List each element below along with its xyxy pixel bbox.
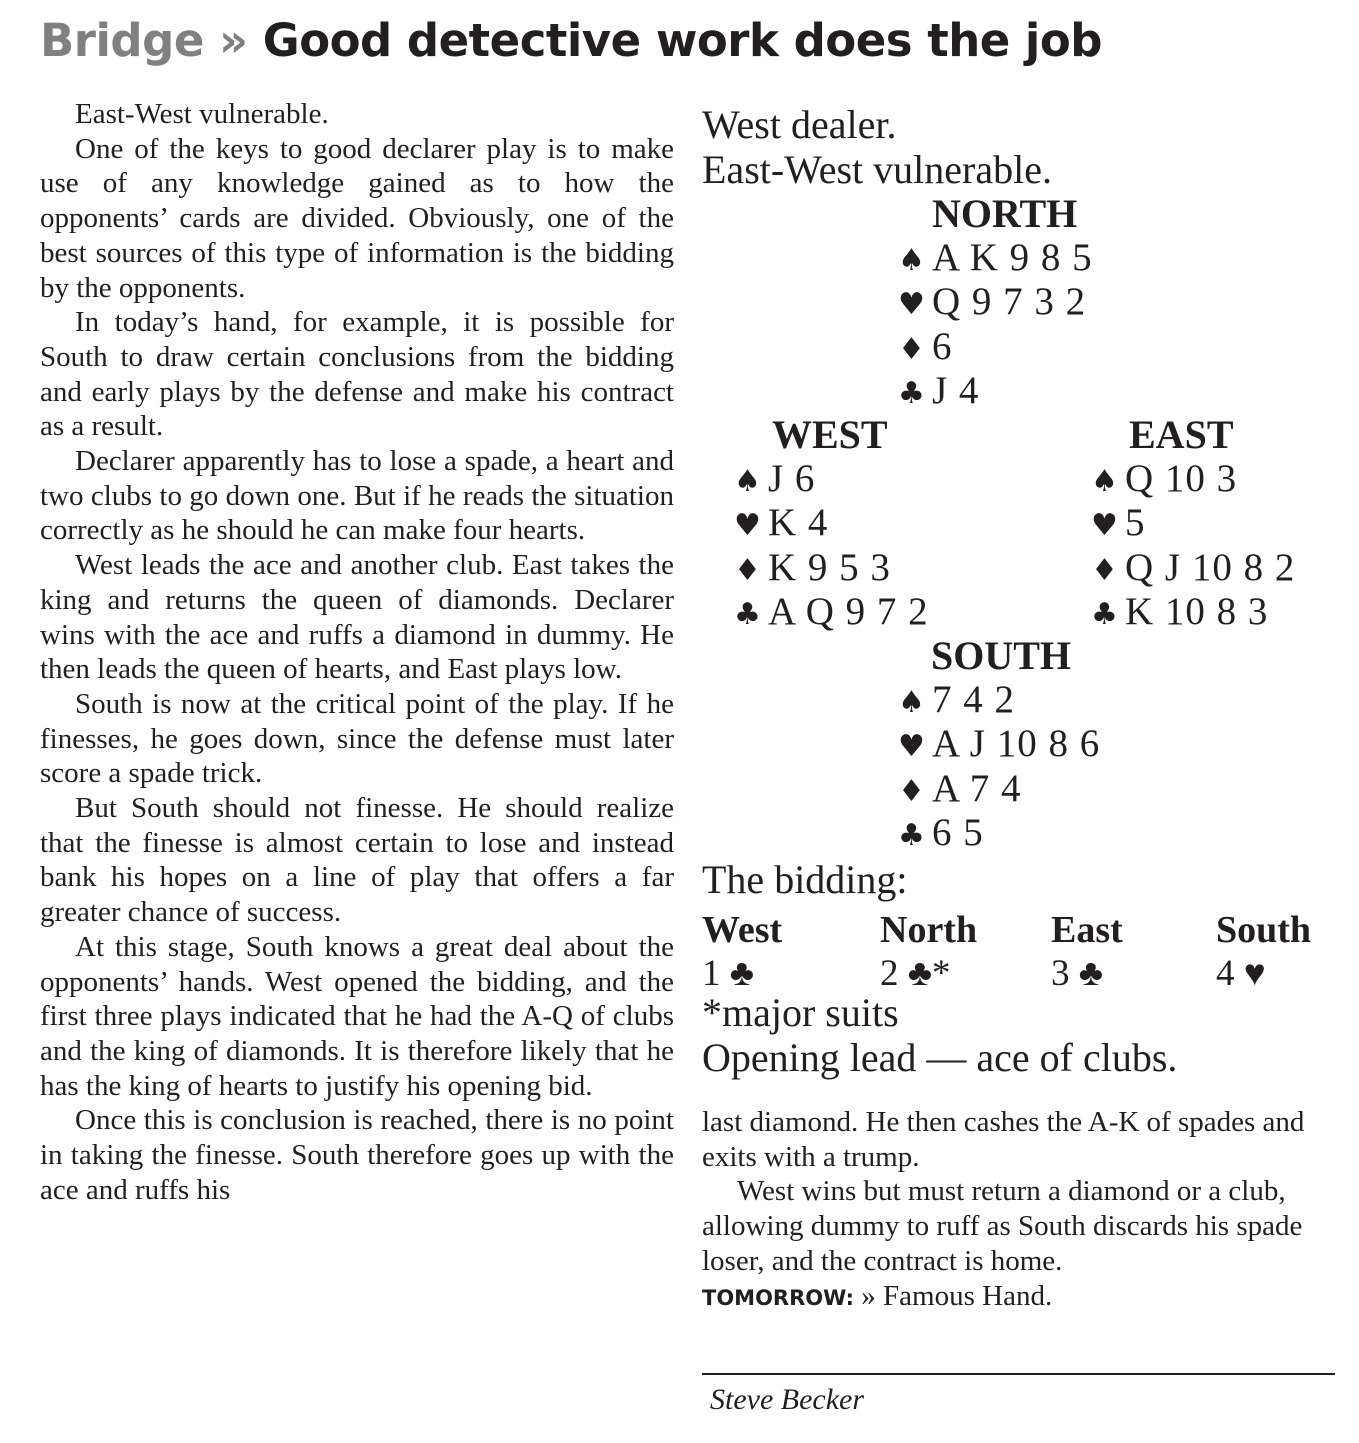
bidding-header-row: [702, 908, 1342, 952]
vulnerability-line: East-West vulnerable.: [702, 147, 1052, 192]
tomorrow-line: [702, 1279, 1332, 1316]
north-label: NORTH: [932, 191, 1078, 236]
heart-icon: ♥: [898, 287, 925, 323]
club-icon: ♣: [898, 817, 925, 853]
paragraph: Declarer apparently has to lose a spade, a heart and two clubs to go down one. But if he reads the situation correctly as he should he can make four hearts.: [40, 445, 674, 547]
bid-north: 2 ♣*: [880, 953, 951, 994]
hearts-row: ♥ K 4: [734, 501, 974, 545]
paragraph: Once this is conclusion is reached, there is no point in taking the finesse. South therefore goes up with the ace and ruffs his: [40, 1104, 674, 1206]
spade-icon: ♠: [898, 243, 925, 278]
spade-icon: ♠: [1091, 464, 1118, 499]
south-hand: [898, 678, 1138, 855]
diamond-icon: ♦: [734, 552, 761, 588]
dealer-line: West dealer.: [702, 102, 897, 147]
clubs-row: ♣ A Q 9 7 2: [734, 590, 974, 634]
bid-west: 1 ♣: [702, 953, 755, 994]
section-label: Bridge »: [40, 14, 248, 67]
spades-row: ♠ A K 9 8 5: [898, 236, 1138, 280]
bridge-diagram: [702, 100, 1342, 1090]
paragraph: East-West vulnerable.: [75, 98, 329, 130]
clubs-row: ♣ J 4: [898, 369, 1138, 413]
heart-icon: ♥: [1091, 508, 1118, 544]
heart-icon: ♥: [734, 508, 761, 544]
paragraph: South is now at the critical point of the play. If he finesses, he goes down, since the defense must later score a spade trick.: [40, 687, 674, 790]
paragraph: In today’s hand, for example, it is possible for South to draw certain conclusions from the bidding and early plays by the defense and make his contract as a result.: [40, 306, 674, 443]
byline: Steve Becker: [710, 1383, 865, 1416]
article-body-right: [702, 1105, 1332, 1315]
bid-header-west: West: [702, 909, 783, 951]
bidding-table: [702, 908, 1342, 996]
south-label: SOUTH: [931, 633, 1072, 678]
club-icon: ♣: [1091, 596, 1118, 632]
north-hand: [898, 236, 1138, 413]
bidding-footnote: *major suits: [702, 990, 899, 1035]
club-icon: ♣: [734, 596, 761, 632]
paragraph: But South should not finesse. He should realize that the finesse is almost certain to lose and instead bank his hopes on a line of play that offers a far greater chance of success.: [40, 792, 674, 929]
hearts-row: ♥ 5: [1091, 501, 1341, 545]
spade-icon: ♠: [734, 464, 761, 499]
spade-icon: ♠: [898, 685, 925, 720]
diamond-icon: ♦: [898, 773, 925, 809]
east-hand: [1091, 457, 1341, 634]
hearts-row: ♥ A J 10 8 6: [898, 722, 1138, 766]
opening-lead: Opening lead — ace of clubs.: [702, 1035, 1178, 1080]
diamonds-row: ♦ A 7 4: [898, 767, 1138, 811]
paragraph: West wins but must return a diamond or a club, allowing dummy to ruff as South discards his spade loser, and the contract is home.: [702, 1175, 1303, 1277]
headline: [40, 10, 1102, 72]
bid-south: 4 ♥: [1216, 953, 1266, 994]
diamond-icon: ♦: [1091, 552, 1118, 588]
paragraph: West leads the ace and another club. East takes the king and returns the queen of diamonds. Declarer wins with the ace and ruffs a diamond in dummy. He then leads the queen of hearts, and East plays low.: [40, 549, 674, 686]
paragraph: At this stage, South knows a great deal about the opponents’ hands. West opened the bidding, and the first three plays indicated that he had the A-Q of clubs and the king of diamonds. It is therefore likely that he has the king of hearts to justify his opening bid.: [40, 930, 674, 1102]
bid-header-north: North: [880, 909, 978, 951]
diamond-icon: ♦: [898, 331, 925, 367]
hearts-row: ♥ Q 9 7 3 2: [898, 280, 1138, 324]
diamonds-row: ♦ Q J 10 8 2: [1091, 546, 1341, 590]
paragraph: last diamond. He then cashes the A-K of spades and exits with a trump.: [702, 1106, 1305, 1173]
bid-header-east: East: [1051, 909, 1123, 951]
bidding-title: The bidding:: [702, 857, 908, 902]
spades-row: ♠ 7 4 2: [898, 678, 1138, 722]
bid-east: 3 ♣: [1051, 953, 1104, 994]
spades-row: ♠ Q 10 3: [1091, 457, 1341, 501]
club-icon: ♣: [898, 375, 925, 411]
clubs-row: ♣ 6 5: [898, 811, 1138, 855]
west-label: WEST: [772, 412, 888, 457]
west-hand: [734, 457, 974, 634]
diamonds-row: ♦ 6: [898, 325, 1138, 369]
article-body-left: [40, 97, 674, 1208]
tomorrow-label: TOMORROW:: [702, 1285, 855, 1310]
clubs-row: ♣ K 10 8 3: [1091, 590, 1341, 634]
tomorrow-text: » Famous Hand.: [861, 1279, 1053, 1312]
heart-icon: ♥: [898, 729, 925, 765]
paragraph: One of the keys to good declarer play is to make use of any knowledge gained as to how the opponents’ cards are divided. Obviously, one of the best sources of this type of information is the bidding by the opponents.: [40, 132, 674, 304]
article-title: Good detective work does the job: [262, 14, 1102, 67]
east-label: EAST: [1129, 412, 1234, 457]
spades-row: ♠ J 6: [734, 457, 974, 501]
diamonds-row: ♦ K 9 5 3: [734, 546, 974, 590]
divider: [702, 1373, 1335, 1375]
bid-header-south: South: [1216, 909, 1312, 951]
